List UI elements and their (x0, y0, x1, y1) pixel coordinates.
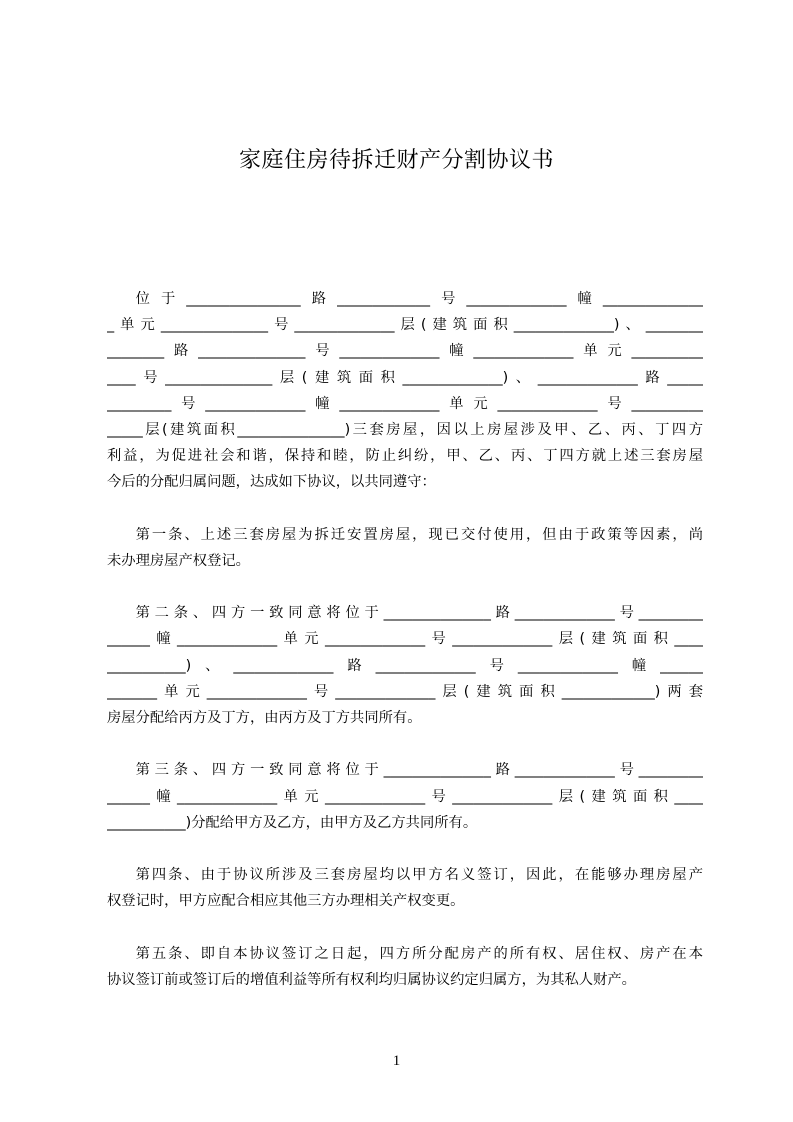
paragraph-gap (107, 731, 703, 757)
article-3-line-2: ______幢______________单元______________号______________层(建筑面积____ (107, 788, 703, 805)
article-2-line-1: 第二条、四方一致同意将位于_______________路______________号_________ (135, 605, 703, 622)
article-2-line-3: ___________)、______________路______________号______________幢______ (107, 657, 703, 674)
preamble-line-7: 利益，为促进社会和谐，保持和睦，防止纠纷，甲、乙、丙、丁四方就上述三套房屋 (107, 448, 703, 465)
preamble-line-1: 位于________________路_____________号______________幢______________ (135, 291, 703, 307)
paragraph-gap (107, 915, 703, 941)
preamble-line-8: 今后的分配归属问题，达成如下协议，以共同遵守： (107, 474, 436, 491)
preamble-line-6: _____层(建筑面积_______________)三套房屋，因以上房屋涉及甲、乙、丙、丁四方 (107, 421, 703, 438)
preamble-line-2: _单元_______________号______________层(建筑面积______________)、________ (107, 317, 703, 334)
preamble-line-4: ____号_______________层(建筑面积______________)、______________路_____ (107, 369, 703, 386)
article-4-line-1: 第四条、由于协议所涉及三套房屋均以甲方名义签订，因此，在能够办理房屋产 (135, 867, 703, 884)
page-number: 1 (392, 1053, 401, 1069)
article-2-line-5: 房屋分配给丙方及丁方，由丙方及丁方共同所有。 (107, 710, 422, 726)
article-3-line-1: 第三条、四方一致同意将位于_______________路______________号_________ (135, 762, 703, 779)
article-5-line-1: 第五条、即自本协议签订之日起，四方所分配房产的所有权、居住权、房产在本 (135, 945, 703, 962)
article-2-line-2: ______幢______________单元______________号______________层(建筑面积____ (107, 631, 703, 648)
article-1-line-1: 第一条、上述三套房屋为拆迁安置房屋，现已交付使用，但由于政策等因素，尚 (135, 526, 703, 543)
document-title: 家庭住房待拆迁财产分割协议书 (238, 148, 554, 173)
agreement-body (107, 286, 703, 993)
article-1-line-2: 未办理房屋产权登记。 (107, 552, 250, 569)
preamble-line-5: _________号______________幢______________单元______________号__________ (107, 395, 703, 412)
preamble-line-3: ________路_______________号______________幢______________单元__________ (107, 343, 703, 360)
article-2-line-4: _______单元______________号______________层(建筑面积_____________)两套 (107, 683, 703, 700)
paragraph-gap (107, 574, 703, 600)
article-3-line-3: ___________)分配给甲方及乙方，由甲方及乙方共同所有。 (107, 814, 478, 831)
article-4-line-2: 权登记时，甲方应配合相应其他三方办理相关产权变更。 (107, 893, 465, 910)
paragraph-gap (107, 496, 703, 522)
paragraph-gap (107, 836, 703, 862)
article-5-line-2: 协议签订前或签订后的增值利益等所有权利均归属协议约定归属方，为其私人财产。 (107, 971, 636, 988)
